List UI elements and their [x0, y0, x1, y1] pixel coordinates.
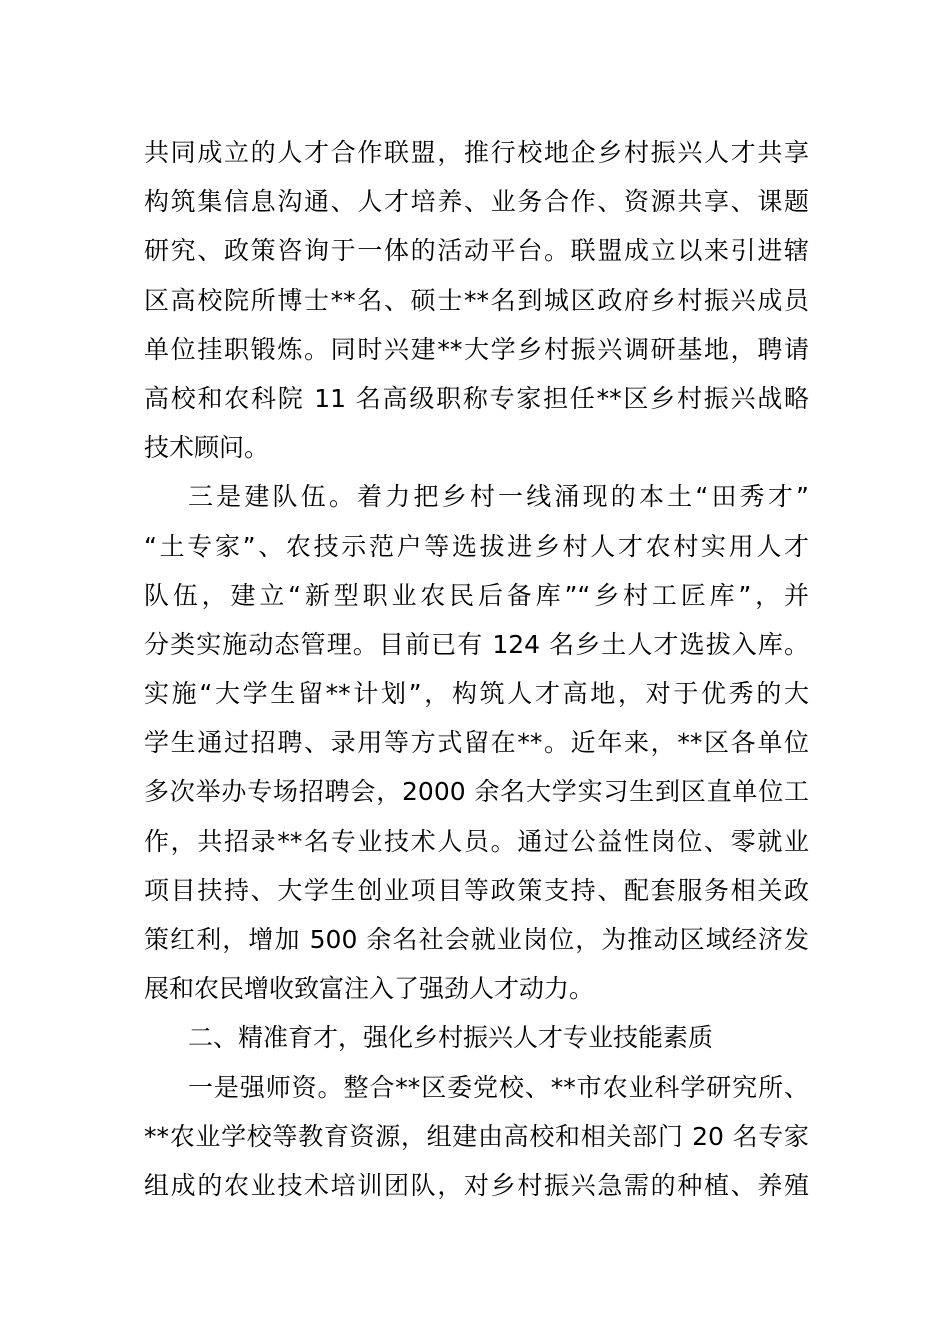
text-line: 技术顾问。	[144, 433, 270, 463]
text-line: 区高校院所博士**名、硕士**名到城区政府乡村振兴成员	[144, 285, 809, 315]
text-line: 分类实施动态管理。目前已有 124 名乡土人才选拔入库。	[144, 629, 809, 659]
text-line: 实施“大学生留**计划”，构筑人才高地，对于优秀的大	[144, 679, 809, 709]
text-line: 项目扶持、大学生创业项目等政策支持、配套服务相关政	[144, 875, 809, 905]
text-line: 策红利，增加 500 余名社会就业岗位，为推动区域经济发	[144, 925, 809, 954]
text-line: 队伍，建立“新型职业农民后备库”“乡村工匠库”，并	[144, 580, 809, 610]
text-line: 作，共招录**名专业技术人员。通过公益性岗位、零就业	[144, 826, 809, 856]
text-line: 共同成立的人才合作联盟，推行校地企乡村振兴人才共享	[144, 138, 809, 167]
text-line: 展和农民增收致富注入了强劲人才动力。	[144, 974, 595, 1004]
text-line: **农业学校等教育资源，组建由高校和相关部门 20 名专家	[144, 1121, 809, 1151]
text-line: 学生通过招聘、录用等方式留在**。近年来，**区各单位	[144, 728, 809, 758]
text-line: 单位挂职锻炼。同时兴建**大学乡村振兴调研基地，聘请	[144, 334, 809, 364]
text-line: 高校和农科院 11 名高级职称专家担任**区乡村振兴战略	[144, 383, 809, 413]
text-line: “土专家”、农技示范户等选拔进乡村人才农村实用人才	[144, 531, 809, 561]
text-line: 构筑集信息沟通、人才培养、业务合作、资源共享、课题	[144, 187, 809, 217]
body-text	[144, 128, 809, 1210]
paragraph-heading: 一是强师资。整合**区委党校、**市农业科学研究所、	[188, 1072, 809, 1102]
text-line: 组成的农业技术培训团队，对乡村振兴急需的种植、养殖	[144, 1170, 809, 1200]
section-heading: 二、精准育才，强化乡村振兴人才专业技能素质	[188, 1023, 714, 1053]
text-line: 研究、政策咨询于一体的活动平台。联盟成立以来引进辖	[144, 236, 809, 266]
paragraph-heading: 三是建队伍。着力把乡村一线涌现的本土“田秀才”	[188, 482, 809, 512]
text-line: 多次举办专场招聘会，2000 余名大学实习生到区直单位工	[144, 777, 809, 807]
